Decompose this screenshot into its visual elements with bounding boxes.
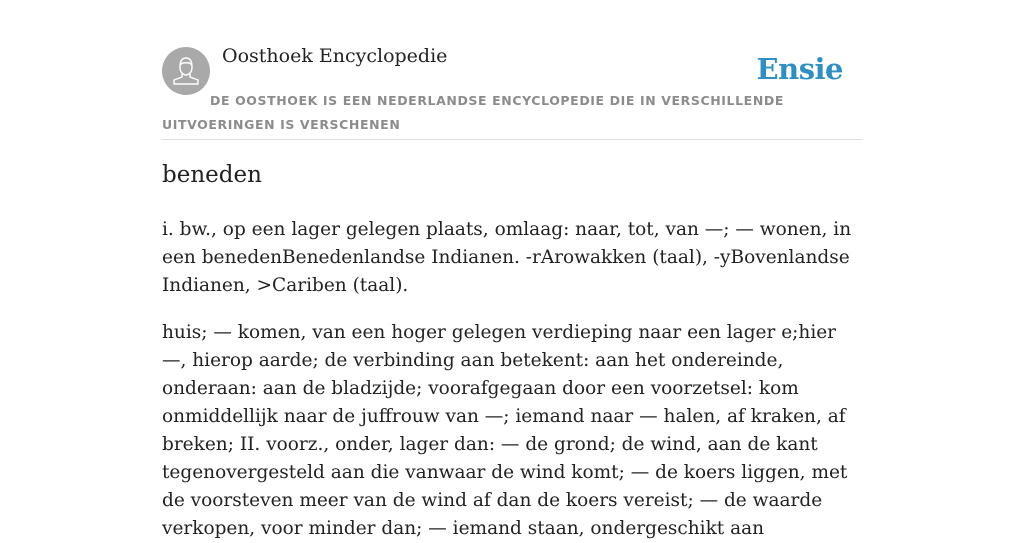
page-container [162,0,862,539]
brand-logo-link[interactable]: Ensie [756,52,843,86]
site-tagline: DE OOSTHOEK IS EEN NEDERLANDSE ENCYCLOPEDIE DIE IN VERSCHILLENDE UITVOERINGEN IS VERSCHENEN [162,93,784,132]
site-name-link[interactable]: Oosthoek Encyclopedie [222,45,448,67]
user-icon [162,47,210,95]
article-paragraph-2: huis; — komen, van een hoger gelegen verdieping naar een lager e;hier —, hierop aarde; de verbinding aan betekent: aan het ondereinde, onderaan: aan de bladzijde; voorafgegaan door een voorzetsel: kom onmiddellijk naar de juffrouw van —; iemand naar — halen, af kraken, af breken; II. voorz., onder, lager dan: — de grond; de wind, aan de kant tegenovergesteld aan die vanwaar de wind komt; — de koers liggen, met de voorsteven meer van de wind af dan de koers vereist; — de waarde verkopen, voor minder dan; — iemand staan, ondergeschikt aan [162,322,848,539]
site-header [162,0,862,140]
avatar[interactable] [162,47,210,95]
article-paragraph-1: i. bw., op een lager gelegen plaats, omlaag: naar, tot, van —; — wonen, in een benedenBenedenlandse Indianen. -rArowakken (taal), -yBovenlandse Indianen, >Cariben (taal). [162,219,852,296]
page-title: beneden [162,162,262,188]
